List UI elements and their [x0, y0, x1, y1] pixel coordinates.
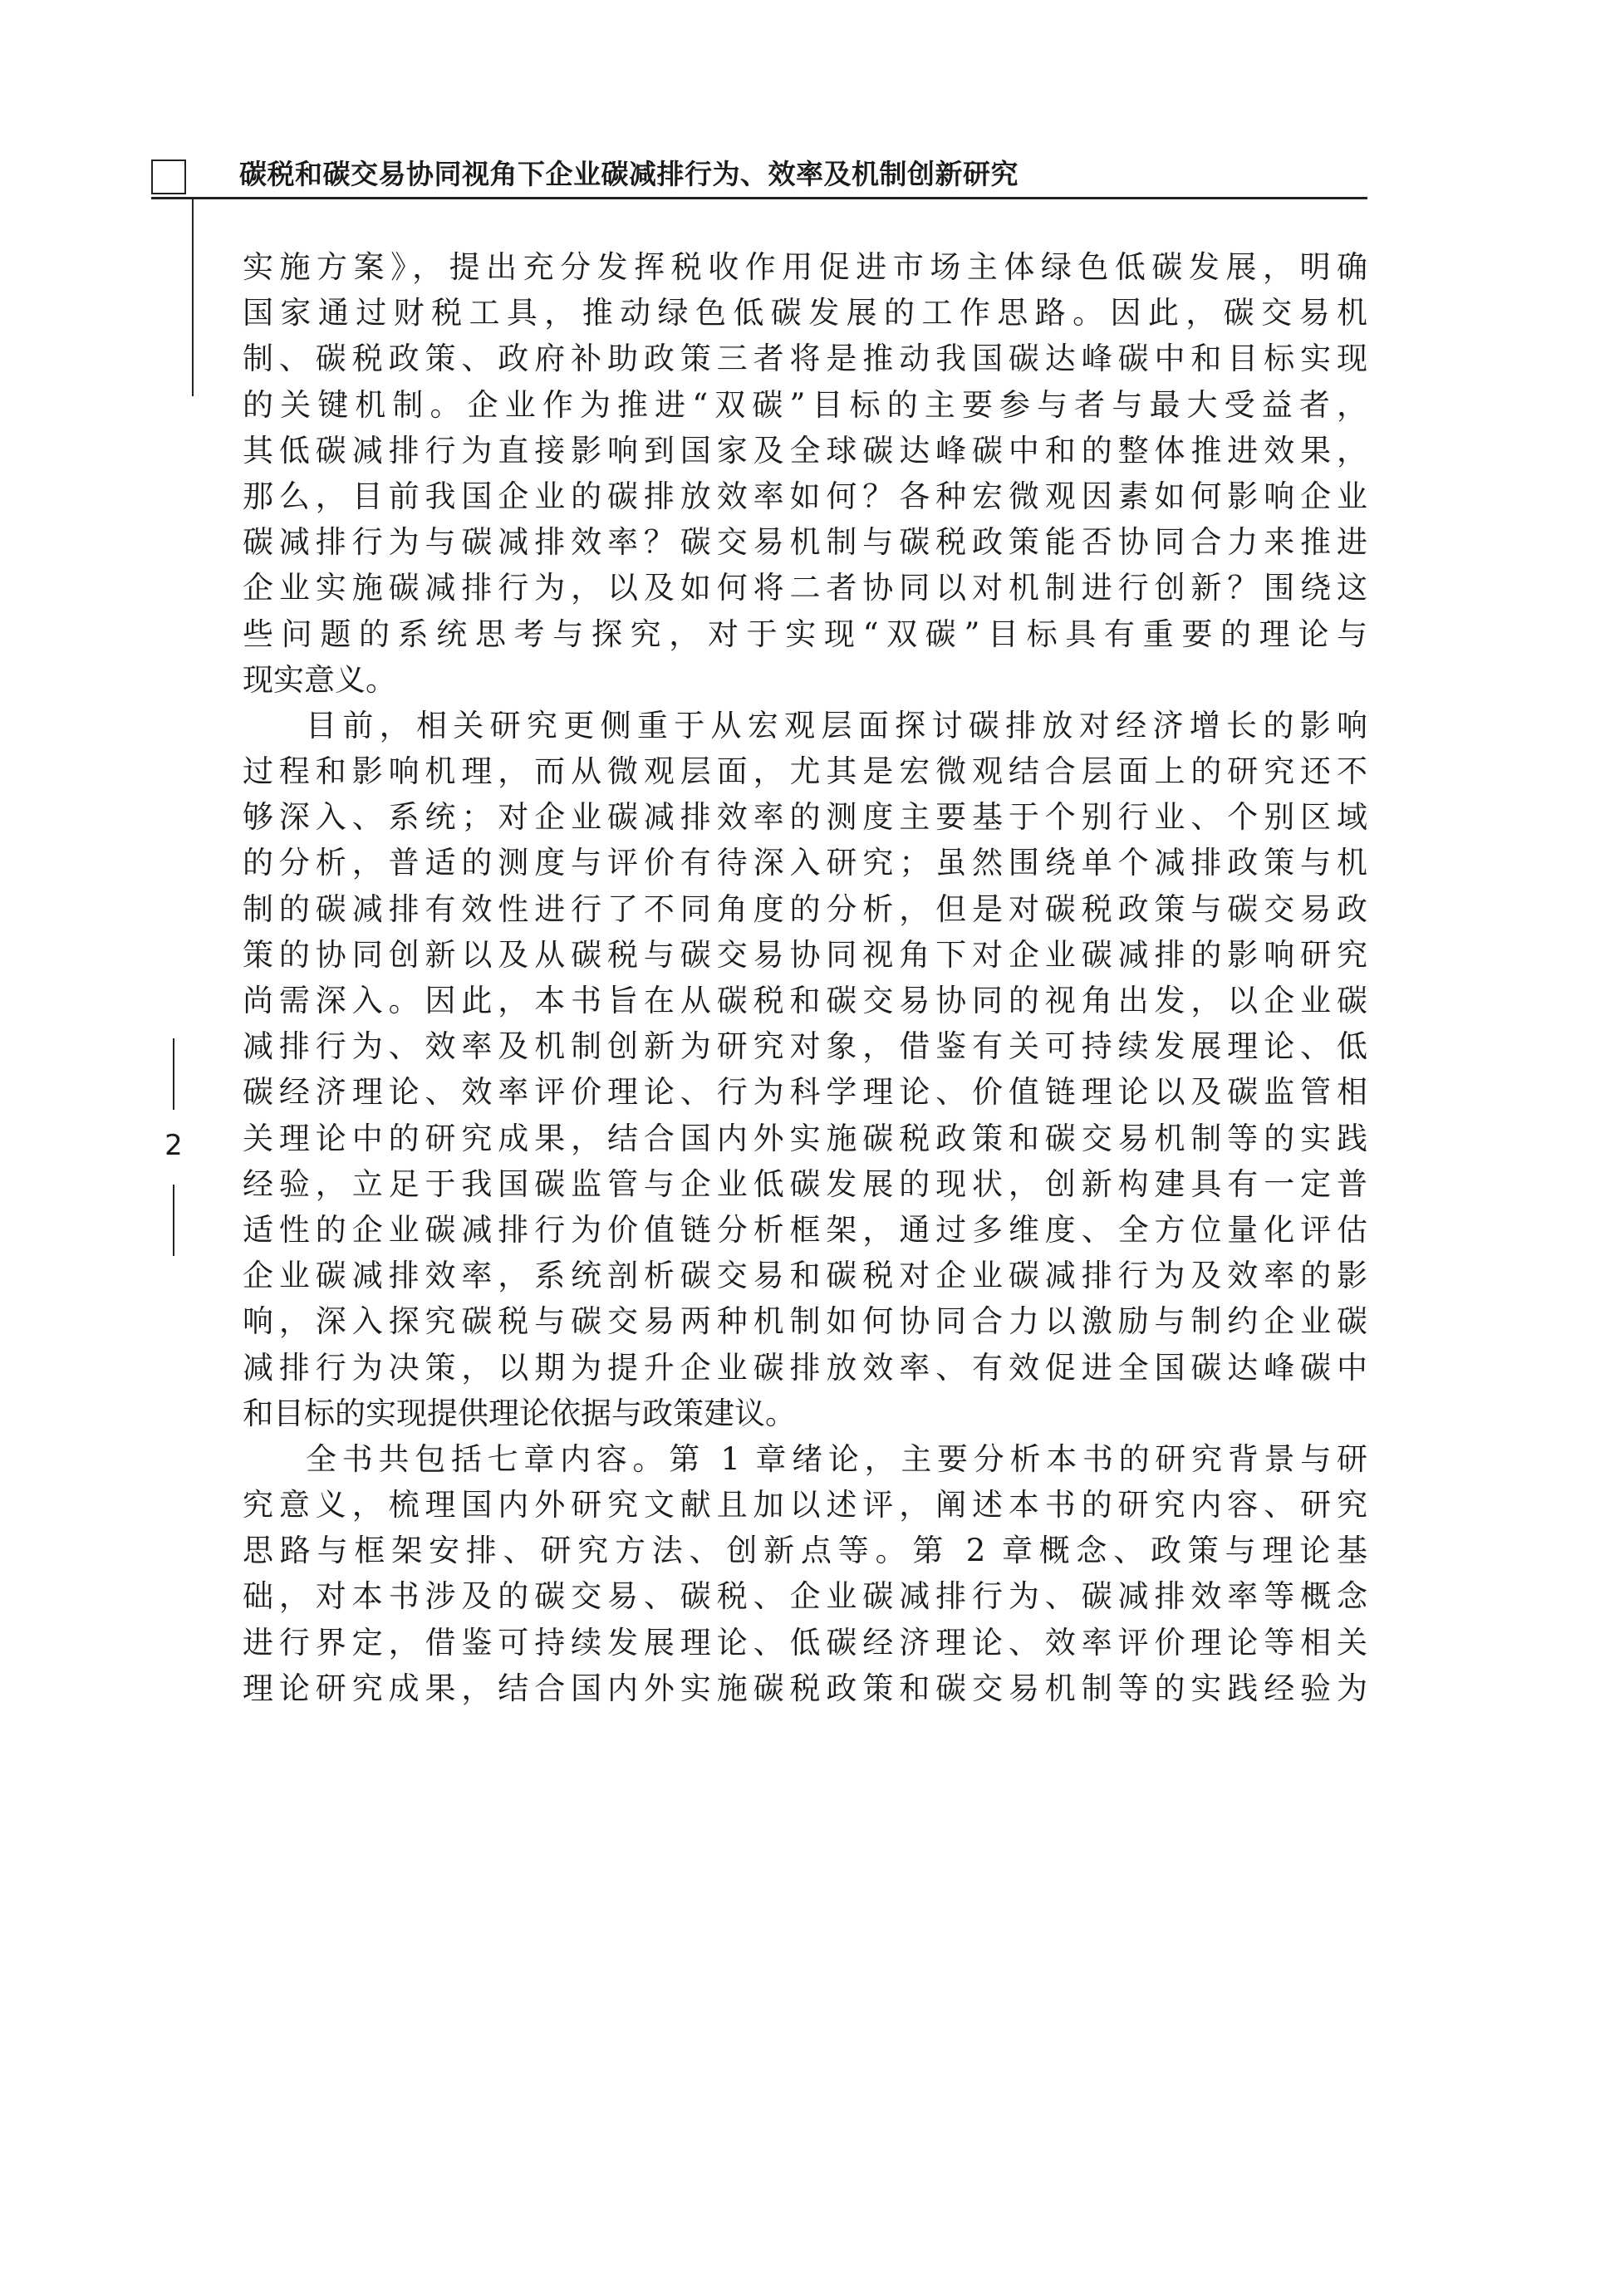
- text-line: 响，深入探究碳税与碳交易两种机制如何协同合力以激励与制约企业碳: [243, 1303, 1367, 1340]
- text-line: 些问题的系统思考与探究，对于实现“双碳”目标具有重要的理论与: [243, 616, 1367, 652]
- text-line: 企业实施碳减排行为，以及如何将二者协同以对机制进行创新？围绕这: [243, 570, 1367, 606]
- text-line: 经验，立足于我国碳监管与企业低碳发展的现状，创新构建具有一定普: [243, 1165, 1367, 1202]
- text-line: 制、碳税政策、政府补助政策三者将是推动我国碳达峰碳中和目标实现: [243, 341, 1367, 377]
- text-line: 关理论中的研究成果，结合国内外实施碳税政策和碳交易机制等的实践: [243, 1120, 1367, 1156]
- text-line: 国家通过财税工具，推动绿色低碳发展的工作思路。因此，碳交易机: [243, 295, 1367, 331]
- text-line: 减排行为决策，以期为提升企业碳排放效率、有效促进全国碳达峰碳中: [243, 1349, 1367, 1386]
- text-line: 碳减排行为与碳减排效率？碳交易机制与碳税政策能否协同合力来推进: [243, 524, 1367, 561]
- text-line: 究意义，梳理国内外研究文献且加以述评，阐述本书的研究内容、研究: [243, 1487, 1367, 1523]
- running-title: 碳税和碳交易协同视角下企业碳减排行为、效率及机制创新研究: [239, 158, 1019, 190]
- text-line: 制的碳减排有效性进行了不同角度的分析，但是对碳税政策与碳交易政: [243, 890, 1367, 927]
- text-line: 和目标的实现提供理论依据与政策建议。: [243, 1395, 796, 1431]
- header-rule: [151, 197, 1367, 199]
- text-line: 那么，目前我国企业的碳排放效率如何？各种宏微观因素如何影响企业: [243, 478, 1367, 514]
- text-line: 思路与框架安排、研究方法、创新点等。第 2 章概念、政策与理论基: [243, 1533, 1367, 1569]
- text-line: 的分析，普适的测度与评价有待深入研究；虽然围绕单个减排政策与机: [243, 845, 1367, 881]
- page-number-rule-bottom: [173, 1185, 174, 1256]
- header-corner-box: [151, 159, 186, 194]
- text-line: 的关键机制。企业作为推进“双碳”目标的主要参与者与最大受益者，: [243, 386, 1367, 423]
- text-line: 进行界定，借鉴可持续发展理论、低碳经济理论、效率评价理论等相关: [243, 1624, 1367, 1661]
- text-line: 其低碳减排行为直接影响到国家及全球碳达峰碳中和的整体推进效果，: [243, 432, 1367, 469]
- text-line: 策的协同创新以及从碳税与碳交易协同视角下对企业碳减排的影响研究: [243, 936, 1367, 973]
- text-line: 企业碳减排效率，系统剖析碳交易和碳税对企业碳减排行为及效率的影: [243, 1258, 1367, 1294]
- page-number: 2: [164, 1129, 183, 1162]
- text-line: 过程和影响机理，而从微观层面，尤其是宏微观结合层面上的研究还不: [243, 753, 1367, 790]
- text-line: 减排行为、效率及机制创新为研究对象，借鉴有关可持续发展理论、低: [243, 1028, 1367, 1065]
- text-line: 理论研究成果，结合国内外实施碳税政策和碳交易机制等的实践经验为: [243, 1670, 1367, 1706]
- text-line: 现实意义。: [243, 661, 396, 698]
- page-number-rule-top: [173, 1038, 174, 1110]
- text-line: 够深入、系统；对企业碳减排效率的测度主要基于个别行业、个别区域: [243, 799, 1367, 836]
- text-line: 础，对本书涉及的碳交易、碳税、企业碳减排行为、碳减排效率等概念: [243, 1578, 1367, 1615]
- text-line: 碳经济理论、效率评价理论、行为科学理论、价值链理论以及碳监管相: [243, 1074, 1367, 1111]
- header-side-rule: [192, 197, 194, 396]
- text-line: 全书共包括七章内容。第 1 章绪论，主要分析本书的研究背景与研: [306, 1440, 1367, 1477]
- body-text: [243, 244, 1367, 1711]
- text-line: 尚需深入。因此，本书旨在从碳税和碳交易协同的视角出发，以企业碳: [243, 983, 1367, 1018]
- text-line: 实施方案》，提出充分发挥税收作用促进市场主体绿色低碳发展，明确: [243, 249, 1367, 285]
- text-line: 目前，相关研究更侧重于从宏观层面探讨碳排放对经济增长的影响: [306, 707, 1367, 743]
- text-line: 适性的企业碳减排行为价值链分析框架，通过多维度、全方位量化评估: [243, 1211, 1367, 1248]
